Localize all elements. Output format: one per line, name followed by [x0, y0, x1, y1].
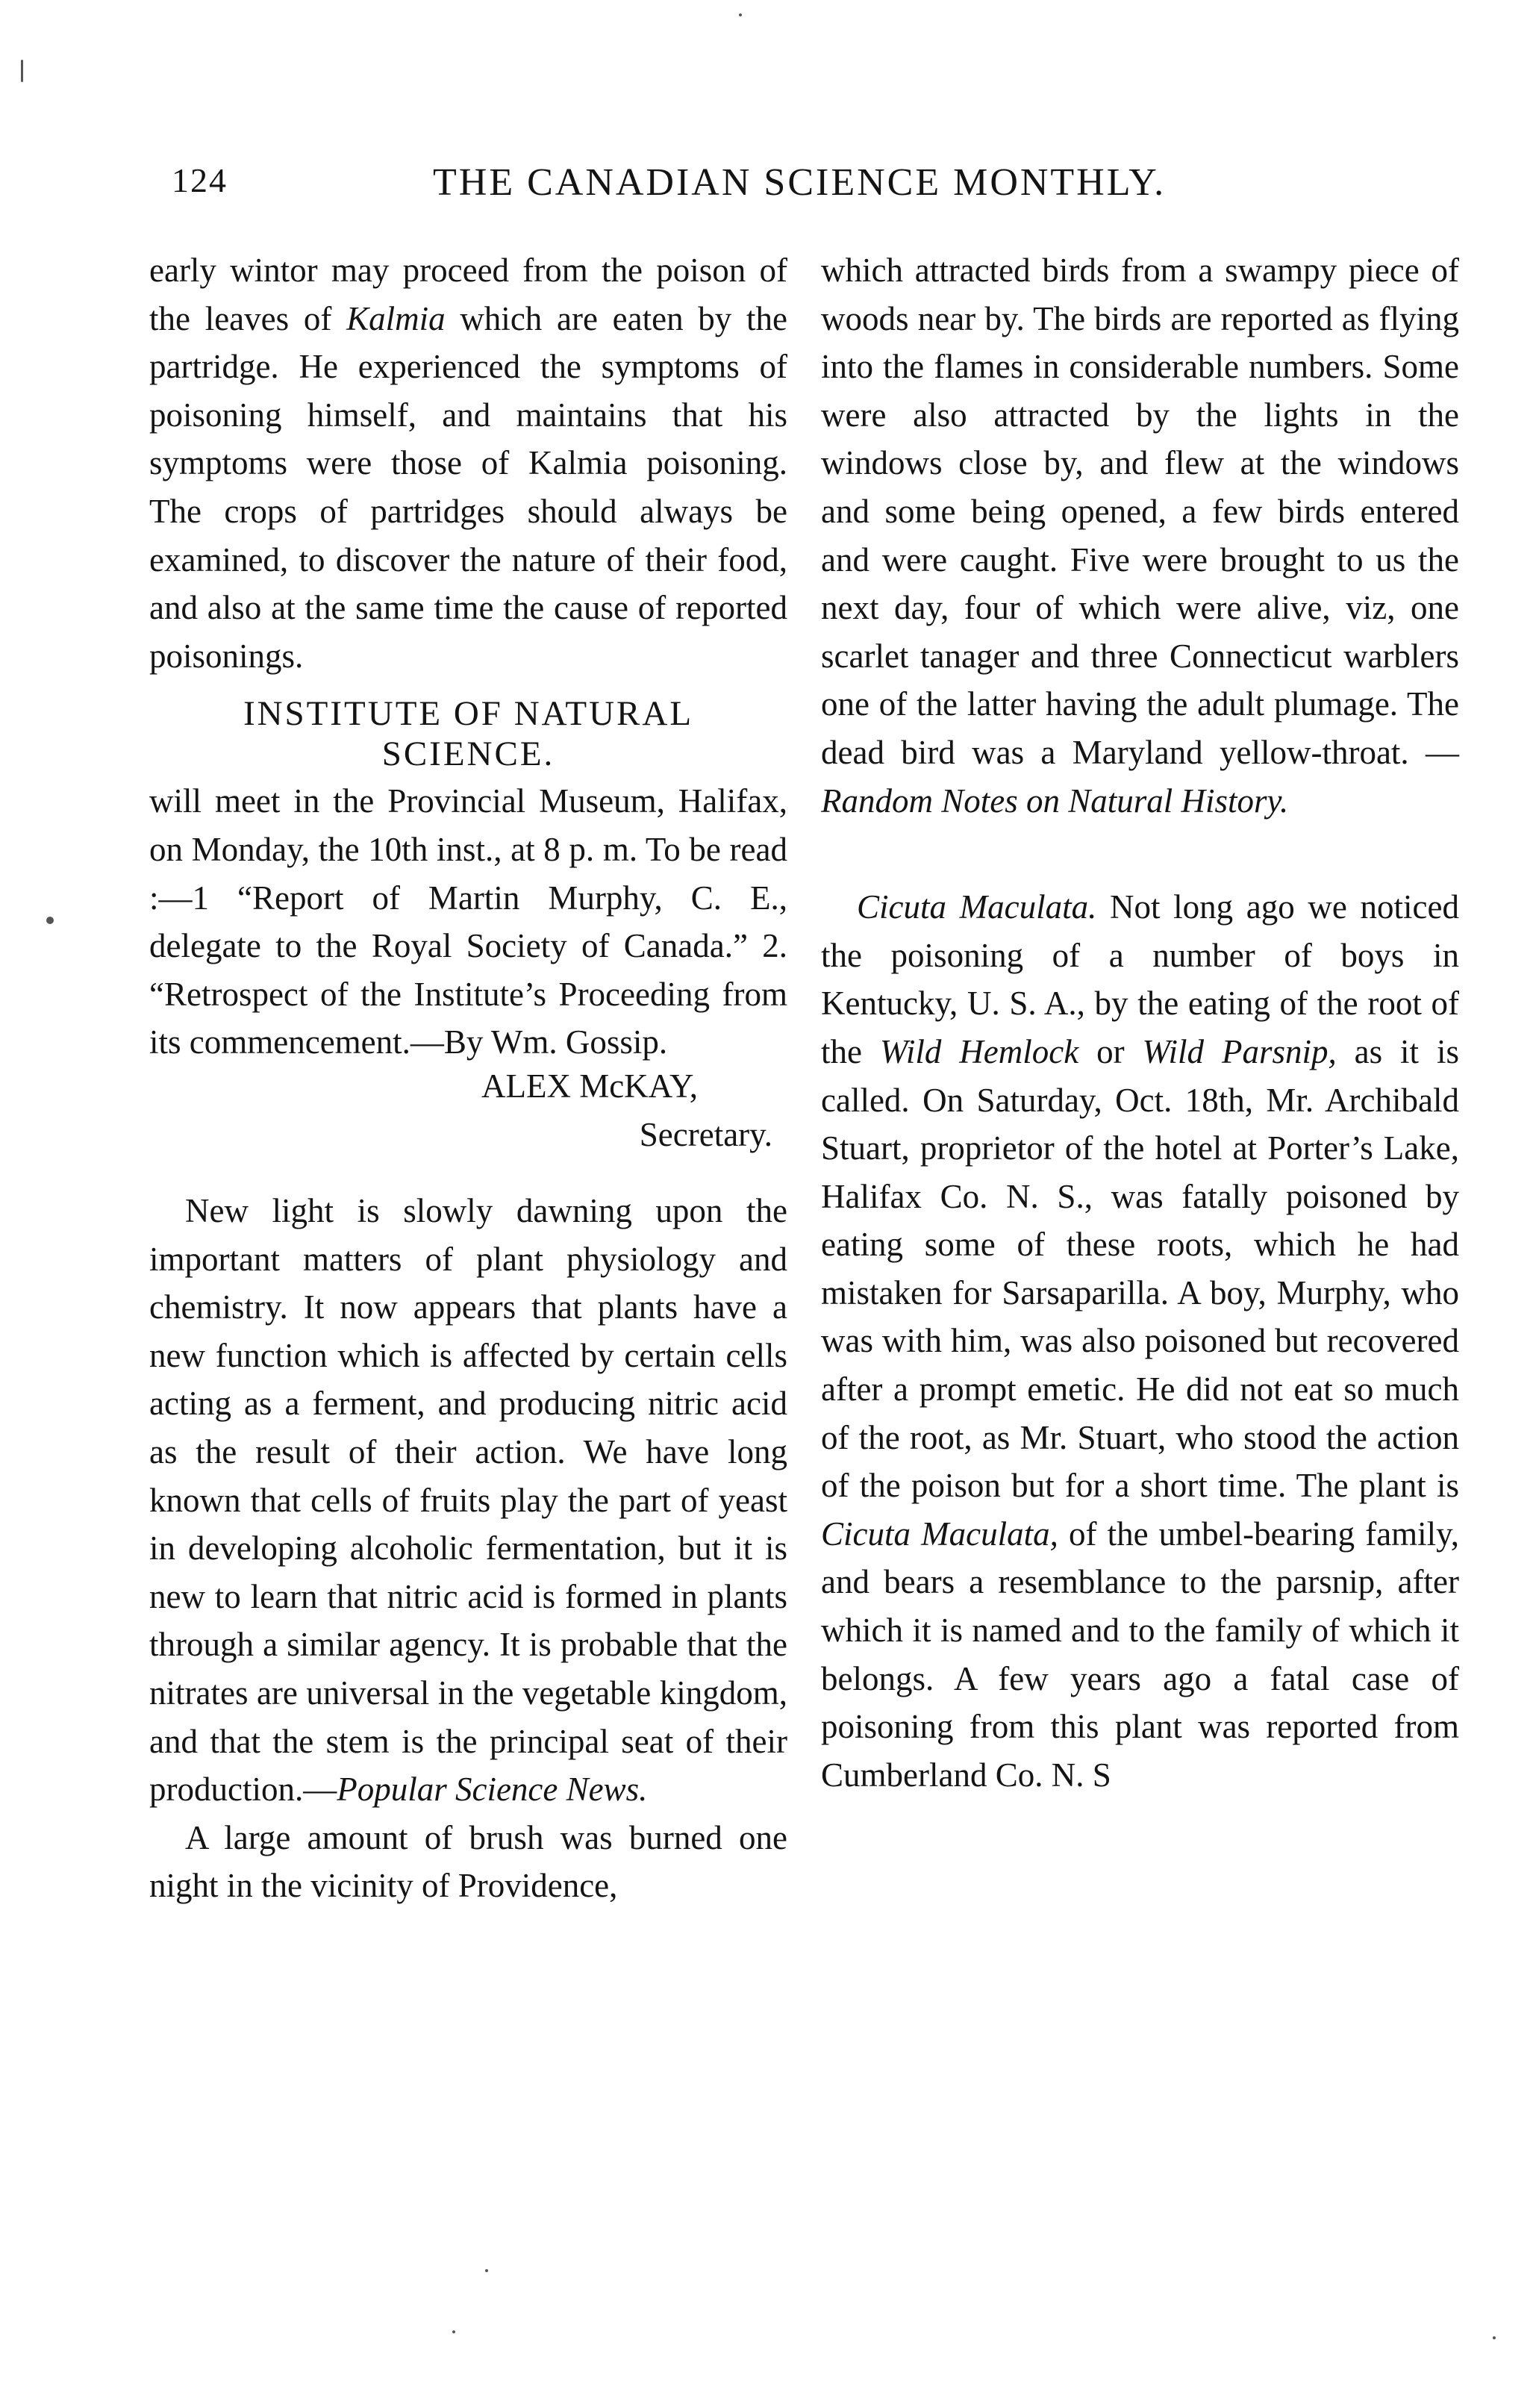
print-speck — [739, 13, 742, 16]
cicuta-paragraph — [821, 883, 1459, 1799]
page-number: 124 — [172, 161, 228, 199]
institute-heading — [149, 693, 787, 774]
new-light-source: Popular Science News. — [337, 1771, 648, 1809]
signature: ALEX McKAY, — [481, 1067, 698, 1105]
cicuta-text-1: Not long ago we noticed the poisoning of a number of boys in Kentucky, U. S. A., by the eating of the root of the — [821, 888, 1459, 1070]
section-gap — [821, 825, 1459, 883]
running-head: THE CANADIAN SCIENCE MONTHLY. — [433, 161, 1167, 204]
wild-hemlock: Wild Hemlock — [879, 1032, 1079, 1070]
right-column — [821, 246, 1459, 1799]
cicuta-maculata-italic: Cicuta Maculata, — [821, 1515, 1058, 1553]
cicuta-text-4: of the umbel-bearing family, and bears a resemblance to the parsnip, after which it is named and to the family of which it belongs. A few years ago a fatal case of poisoning from this plant was reported from Cumberland Co. N. S — [821, 1515, 1459, 1794]
kalmia-paragraph — [149, 246, 787, 680]
page-header — [172, 160, 1470, 213]
print-speck — [21, 60, 23, 82]
print-speck — [452, 2330, 455, 2333]
left-column — [149, 246, 787, 1910]
brush-paragraph-start: A large amount of brush was burned one night in the vicinity of Providence, — [149, 1818, 787, 1905]
kalmia-text-before: early wintor may proceed from the poison of the leaves of — [149, 252, 787, 337]
cicuta-title: Cicuta Maculata. — [857, 888, 1097, 926]
print-speck — [485, 2269, 488, 2272]
institute-heading-line1: INSTITUTE OF NATURAL — [243, 694, 694, 734]
brush-text: which attracted birds from a swampy piece of woods near by. The birds are reported as flying into the flames in considerable numbers. Some were also attracted by the lights in the windows close by, and flew at the windows and some being opened, a few birds entered and were caught. Five were brought to us the next day, four of which were alive, viz, one scarlet tanager and three Connecticut warblers one of the latter having the adult plumage. The dead bird was a Maryland yellow-throat. — — [821, 252, 1459, 771]
cicuta-text-2: or — [1078, 1032, 1143, 1070]
kalmia-text-after: which are eaten by the partridge. He experienced the symptoms of poisoning himself, and maintains that his symptoms were those of Kalmia poisoning. The crops of partridges should always be examined, to discover the nature of their food, and also at the same time the cause of reported poisonings. — [149, 299, 787, 675]
new-light-text: New light is slowly dawning upon the important matters of plant physiology and chemistry. It now appears that plants have a new function which is affected by certain cells acting as a ferment, and producing nitric acid as the result of their action. We have long known that cells of fruits play the part of yeast in developing alcoholic fermentation, but it is new to learn that nitric acid is formed in plants through a similar agency. It is probable that the nitrates are universal in the vegetable kingdom, and that the stem is the principal seat of their production.— — [149, 1192, 787, 1809]
institute-heading-line2: SCIENCE. — [381, 734, 555, 774]
cicuta-text-3: as it is called. On Saturday, Oct. 18th, Mr. Archibald Stuart, proprietor of the hotel at Porter’s Lake, Halifax Co. N. S., was fatally poisoned by eating some of these roots, which he had mistaken for Sarsaparilla. A boy, Murphy, who was with him, was also poisoned but recovered after a prompt emetic. He did not eat so much of the root, as Mr. Stuart, who stood the action of the poison but for a short time. The plant is — [821, 1032, 1459, 1505]
signature-title: Secretary. — [639, 1115, 772, 1153]
brush-source: Random Notes on Natural History. — [821, 782, 1289, 820]
print-speck — [1493, 2336, 1496, 2339]
institute-notice-body: will meet in the Provincial Museum, Halifax, on Monday, the 10th inst., at 8 p. m. To be read :—1 “Report of Martin Murphy, C. E., delegate to the Royal Society of Canada.” 2. “Retrospect of the Institute’s Proceeding from its commencement.—By Wm. Gossip. — [149, 782, 787, 1061]
print-speck — [46, 917, 54, 924]
brush-paragraph-continued — [821, 246, 1459, 825]
section-gap — [149, 1158, 787, 1187]
kalmia-italic: Kalmia — [346, 299, 446, 337]
new-light-paragraph — [149, 1187, 787, 1814]
wild-parsnip: Wild Parsnip, — [1142, 1032, 1337, 1070]
